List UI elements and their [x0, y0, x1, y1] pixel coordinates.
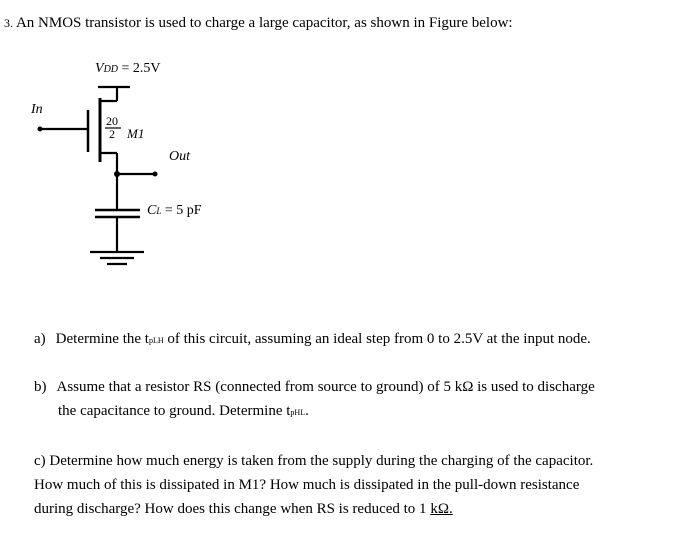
input-label: In	[31, 102, 43, 117]
part-c-line1: c) Determine how much energy is taken from the supply during the charging of the capacitor.	[34, 453, 594, 469]
part-a: a) Determine the tpLH of this circuit, assuming an ideal step from 0 to 2.5V at the input node.	[34, 331, 591, 347]
part-b-line2: the capacitance to ground. Determine tpHL.	[58, 403, 309, 419]
transistor-label: M1	[127, 126, 145, 141]
capacitor-label: CL = 5 pF	[147, 203, 202, 218]
input-node	[38, 127, 43, 132]
ratio-bottom: 2	[109, 127, 115, 141]
output-junction	[114, 171, 120, 177]
part-b-line1: b) Assume that a resistor RS (connected from source to ground) of 5 kΩ is used to discharge	[34, 379, 595, 395]
ratio-top: 20	[106, 114, 118, 128]
part-c-line2: How much of this is dissipated in M1? How much is dissipated in the pull-down resistance	[34, 477, 580, 493]
question-intro: 3. An NMOS transistor is used to charge a large capacitor, as shown in Figure below:	[4, 15, 513, 31]
output-label: Out	[169, 149, 190, 164]
output-node	[153, 172, 158, 177]
part-c-line3: during discharge? How does this change when RS is reduced to 1 kΩ.	[34, 501, 453, 517]
vdd-label: VDD = 2.5V	[95, 61, 161, 76]
